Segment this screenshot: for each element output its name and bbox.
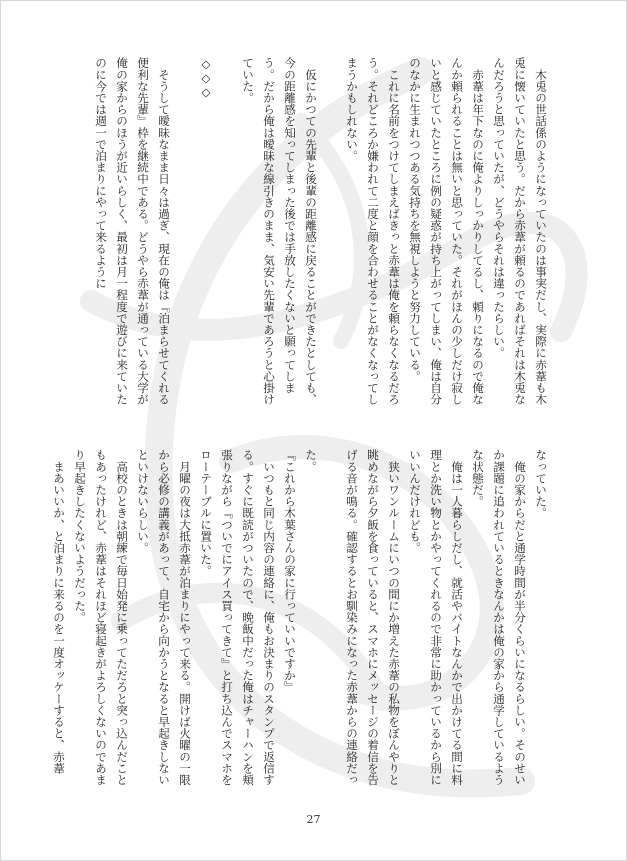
- body-text-upper-left: 仮にかつての先輩と後輩の距離感に戻ることができたとしても、今の距離感を知ってしまった後では手放したくないと願ってしまう。だから俺は曖昧な線引きのまま、気安い先輩であろうと心掛けていた。 ◇◇◇ そうして曖昧なまま日々は過ぎ、現在の俺は『泊まらせてくれる便利な先輩』枠を継続中である。どうやら赤葦が通っている大学が俺の家からのほうが近いらしく、最初は月一程度で遊びに来ていたのに今では週一で泊まりにやって来るように: [94, 57, 318, 405]
- body-text-lower: なっていた。 俺の家からだと通学時間が半分くらいになるらしい。そのせいか課題に追われているときなんかは俺の家から通学しているような状態だ。 俺は一人暮らしだし、就活やバイトなんかで出かけてる間に料理とか洗い物とかやってくれるので非常に助かっているから別にいいんだけれども。 狭いワンルームにいつの間にか増えた赤葦の私物をぼんやりと眺めながら夕飯を食っていると、スマホにメッセージの着信を告げる音が鳴る。確認するとお馴染みになった赤葦からの連絡だっ: [345, 449, 548, 786]
- body-text-lower-left: た。 『これから木葉さんの家に行っていいですか』 いつもと同じ内容の連絡に、俺もお決まりのスタンプで返信する。すぐに既読がついたので、晩飯中だった俺はチャーハンを頬張りながら『ついでにアイス買ってきて』と打ち込んでスマホをローテーブルに置いた。 月曜の夜は大抵赤葦が泊まりにやって来る。開けば火曜の一限から必修の講義があって、自宅から向かうとなると早起きしないといけないらしい。 高校のときは朝練で毎日始発に乗ってただろと突っ込んだこともあったけれど、赤葦はそれほど寝起きがよろしくないのであまり早起きしたくないようだった。 まあいいか、と泊まりに来るのを一度オッケーすると、赤葦: [52, 449, 318, 786]
- body-text-upper-right: 木兎の世話係のようになっていたのは事実だし、実際に赤葦も木兎に懐いていたと思う。だから赤葦が頼るのであればそれは木兎なんだろうと思っていたが、どうやらそれは違ったらしい。 赤葦は年下なのに俺よりしっかりしてるし、頼りになるので俺なんか頼られることは無いと思っていた。それがほんの少しだけ寂しいと感じていたところに例の疑惑が持ち上がってしまい、俺は自分のなかに生まれつつある気持ちを無視しようと努力している。 これに名前をつけてしまえばきっと赤葦は俺を頼らなくなるだろう。それどころか嫌われて二度と顔を合わせることがなくなってしまうかもしれない。: [345, 57, 548, 405]
- page-number: 27: [306, 813, 321, 826]
